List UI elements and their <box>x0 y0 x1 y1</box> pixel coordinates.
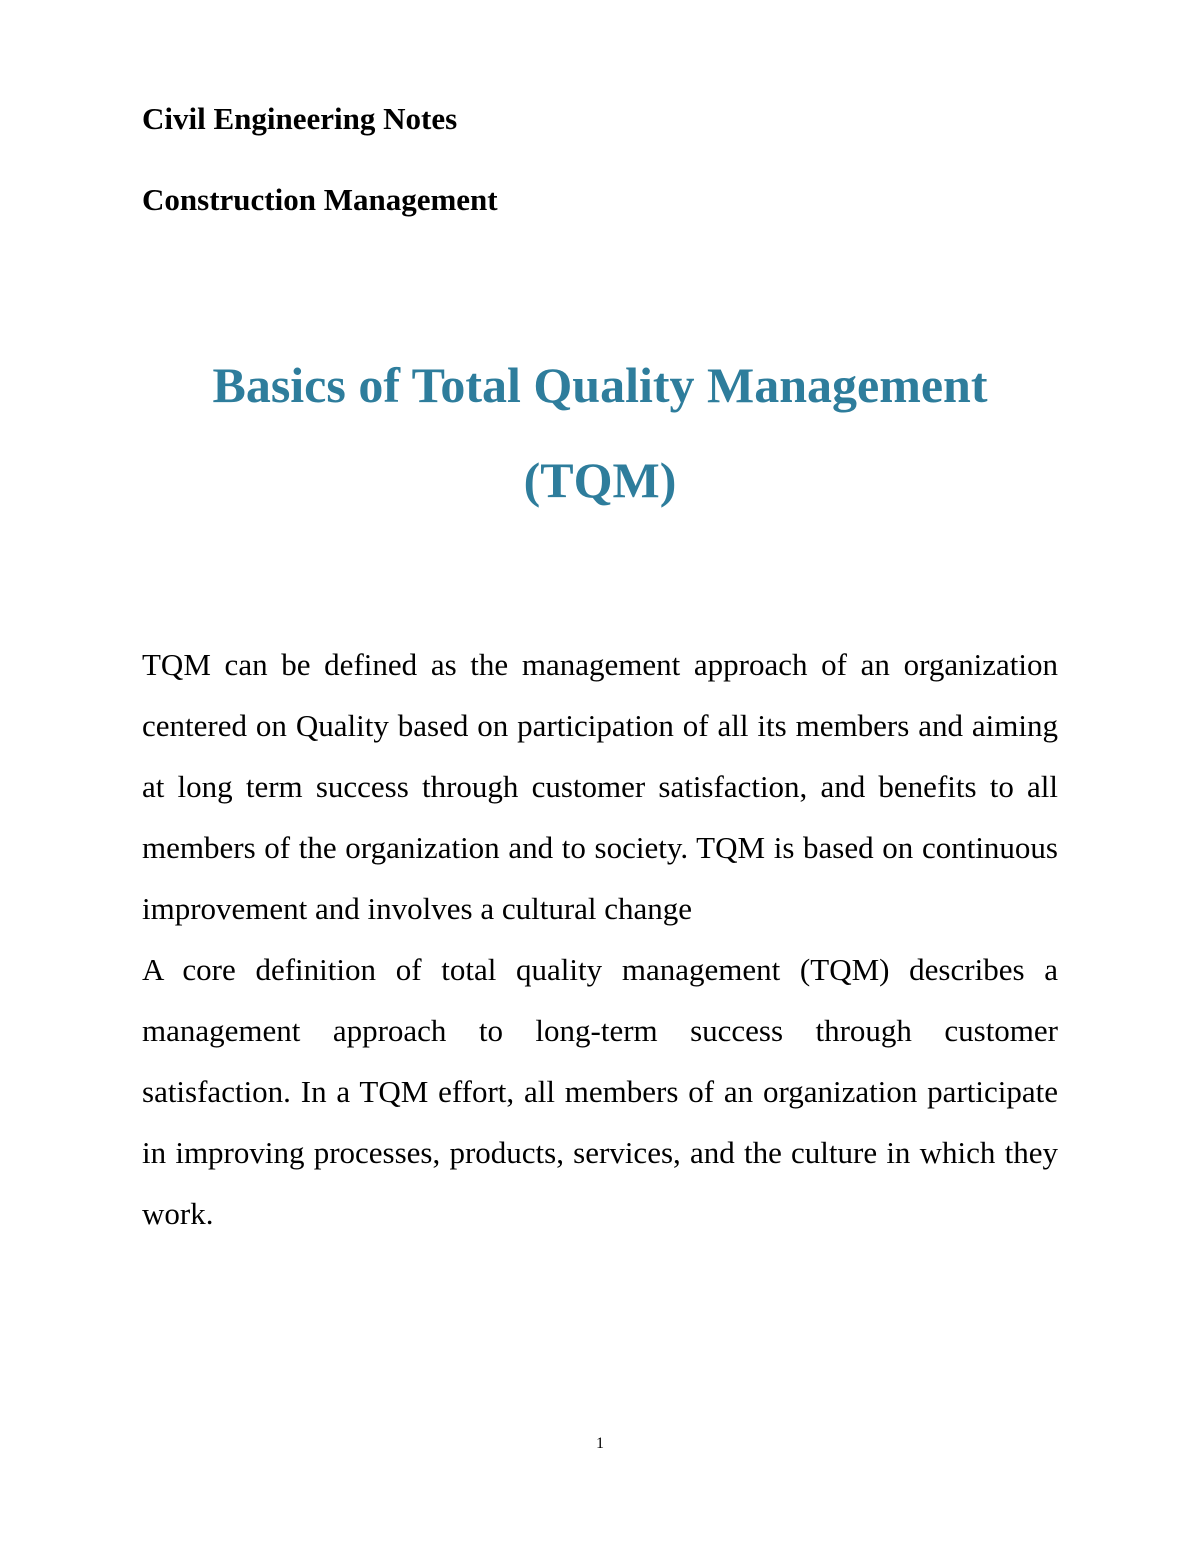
subject-heading: Civil Engineering Notes <box>142 101 458 136</box>
page-number: 1 <box>596 1435 604 1452</box>
title-line-2: (TQM) <box>523 452 677 508</box>
topic-heading: Construction Management <box>142 182 498 217</box>
paragraph-definition: TQM can be defined as the management approach of an organization centered on Quality based on participation of all its members and aiming at long term success through customer satisfaction, and benefits to all members of the organization and to society. TQM is based on continuous improvement and involves a cultural change <box>142 647 1058 926</box>
paragraph-core-definition: A core definition of total quality management (TQM) describes a management approach to long-term success through customer satisfaction. In a TQM effort, all members of an organization participate in improving processes, products, services, and the culture in which they work. <box>142 952 1058 1231</box>
title-line-1: Basics of Total Quality Management <box>212 357 988 413</box>
body-text <box>142 634 1058 1244</box>
page-title <box>100 338 1100 528</box>
